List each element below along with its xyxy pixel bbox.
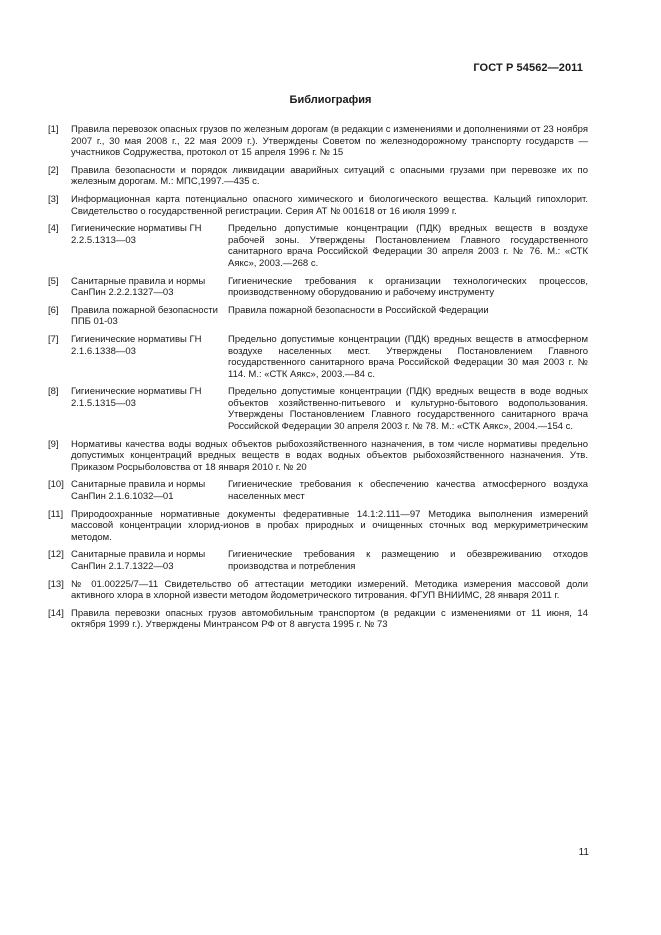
- entry-number: [6]: [48, 304, 59, 316]
- entry-number: [12]: [48, 549, 64, 561]
- bib-entry-6: [48, 305, 588, 328]
- entry-number: [3]: [48, 193, 59, 205]
- bib-entry-5: [48, 276, 588, 299]
- entry-document-name: Санитарные правила и нормы СанПин 2.1.7.1322—03: [71, 549, 206, 572]
- entry-number: [9]: [48, 438, 59, 450]
- entry-text: Природоохранные нормативные документы федеративные 14.1:2.111—97 Методика выполнения измерений массовой концентрации хлорид-ионов в пробах природных и очищенных сточных вод меркуриметрическим методом.: [71, 508, 588, 543]
- entry-document-name: Санитарные правила и нормы СанПин 2.1.6.1032—01: [71, 479, 206, 503]
- entry-number: [13]: [48, 578, 64, 590]
- bib-entry-10: [48, 479, 588, 502]
- bib-entry-8: [48, 386, 588, 432]
- entry-number: [1]: [48, 124, 59, 135]
- bib-entry-9: [48, 439, 588, 474]
- bib-entry-12: [48, 549, 588, 572]
- entry-number: [14]: [48, 607, 64, 619]
- entry-description: Предельно допустимые концентрации (ПДК) вредных веществ в атмосферном воздухе населенных мест. Утверждены Постановлением Главного государственного санитарного врача Российской Федерации 30 мая 2003 г. № 114. М.: «СТК Аякс», 2003.—84 с.: [228, 333, 588, 380]
- entry-number: [5]: [48, 275, 59, 287]
- bibliography-list: [48, 124, 588, 637]
- bib-entry-2: [48, 165, 588, 188]
- entry-document-name: Правила пожарной безопасности ППБ 01-03: [71, 304, 218, 328]
- entry-document-name: Гигиенические нормативы ГН 2.1.6.1338—03: [71, 333, 202, 357]
- page-number: 11: [578, 847, 589, 858]
- bib-entry-7: [48, 334, 588, 380]
- bib-entry-13: [48, 579, 588, 602]
- entry-number: [7]: [48, 333, 59, 345]
- entry-document-name: Гигиенические нормативы ГН 2.1.5.1315—03: [71, 386, 202, 409]
- page-title: Библиография: [289, 94, 372, 106]
- entry-document-name: Гигиенические нормативы ГН 2.2.5.1313—03: [71, 223, 202, 246]
- entry-text: Правила перевозки опасных грузов автомобильным транспортом (в редакции с изменениями от 11 июня, 14 октября 1999 г.). Утверждены Минтрансом РФ от 8 августа 1995 г. № 73: [71, 607, 588, 631]
- entry-number: [10]: [48, 479, 64, 491]
- entry-number: [11]: [48, 508, 64, 520]
- entry-number: [2]: [48, 164, 59, 176]
- entry-text: Нормативы качества воды водных объектов рыбохозяйственного назначения, в том числе нормативы предельно допустимых концентраций вредных веществ в водах водных объектов рыбохозяйственного назначения. Утв. Приказом Росрыболовства от 18 января 2010 г. № 20: [71, 438, 588, 473]
- entry-description: Гигиенические требования к размещению и обезвреживанию отходов производства и потребления: [228, 549, 588, 572]
- bib-entry-3: [48, 194, 588, 217]
- bib-entry-4: [48, 223, 588, 269]
- document-code: ГОСТ Р 54562—2011: [473, 62, 583, 74]
- entry-description: Предельно допустимые концентрации (ПДК) вредных веществ в воде водных объектов хозяйственно-питьевого и культурно-бытового водопользования. Утверждены Постановлением Главного государственного санитарного врача Российской Федерации 30 апреля 2003 г. № 78. М.: «СТК Аякс», 2004.—154 с.: [228, 386, 588, 433]
- entry-text: № 01.00225/7—11 Свидетельство об аттестации методики измерений. Методика измерения массовой доли активного хлора в хлорной извести методом йодометрического титрования. ФГУП ВНИИМС, 28 января 2011 г.: [71, 578, 588, 602]
- bib-entry-11: [48, 509, 588, 544]
- entry-description: Гигиенические требования к обеспечению качества атмосферного воздуха населенных мест: [228, 479, 588, 503]
- entry-document-name: Санитарные правила и нормы СанПин 2.2.2.1327—03: [71, 275, 206, 299]
- bib-entry-1: [48, 124, 588, 159]
- entry-text: Информационная карта потенциально опасного химического и биологического вещества. Кальций гипохлорит. Свидетельство о государственной регистрации. Серия АТ № 001618 от 16 июля 1999 г.: [71, 193, 588, 217]
- entry-description: Предельно допустимые концентрации (ПДК) вредных веществ в воздухе рабочей зоны. Утверждены Постановлением Главного государственного санитарного врача Российской Федерации 30 апреля 2003 г. № 76. М.: «СТК Аякс», 2003.—268 с.: [228, 223, 588, 269]
- entry-description: Правила пожарной безопасности в Российской Федерации: [228, 304, 489, 316]
- entry-number: [8]: [48, 386, 59, 398]
- entry-description: Гигиенические требования к организации технологических процессов, производственному оборудованию и рабочему инструменту: [228, 275, 588, 299]
- entry-text: Правила безопасности и порядок ликвидации аварийных ситуаций с опасными грузами при перевозке их по железным дорогам. М.: МПС,1997.—435 с.: [71, 164, 588, 188]
- entry-number: [4]: [48, 223, 59, 235]
- bib-entry-14: [48, 608, 588, 631]
- entry-text: Правила перевозок опасных грузов по железным дорогам (в редакции с изменениями и дополнениями от 23 ноября 2007 г., 30 мая 2008 г., 22 мая 2009 г.). Утверждены Советом по железнодорожному транспорту государств — участников Содружества, протокол от 15 апреля 1996 г. № 15: [71, 124, 588, 159]
